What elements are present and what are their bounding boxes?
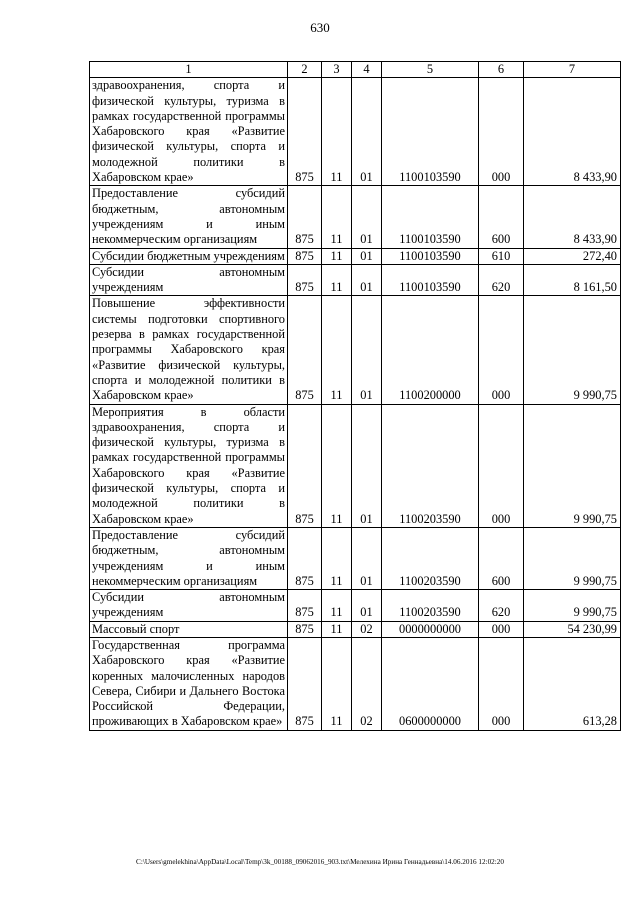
column-header: 7 xyxy=(524,62,621,78)
row-amount-cell: 54 230,99 xyxy=(524,621,621,637)
row-code-cell: 875 xyxy=(288,404,322,527)
row-target-cell: 1100203590 xyxy=(382,404,479,527)
table-row xyxy=(90,527,621,589)
row-type-cell: 000 xyxy=(479,296,524,404)
row-amount-cell: 9 990,75 xyxy=(524,404,621,527)
row-amount-cell: 9 990,75 xyxy=(524,296,621,404)
row-target-cell: 0600000000 xyxy=(382,637,479,730)
row-name-cell: Субсидии автономным учреждениям xyxy=(90,590,288,622)
column-header: 4 xyxy=(352,62,382,78)
row-amount-cell: 9 990,75 xyxy=(524,527,621,589)
page-number: 630 xyxy=(310,20,330,35)
row-type-cell: 610 xyxy=(479,248,524,264)
budget-table xyxy=(89,61,621,731)
row-type-cell: 600 xyxy=(479,186,524,248)
row-name-cell: Субсидии автономным учреждениям xyxy=(90,264,288,296)
column-header: 6 xyxy=(479,62,524,78)
row-code-cell: 875 xyxy=(288,590,322,622)
row-code-cell: 875 xyxy=(288,621,322,637)
row-section-cell: 11 xyxy=(322,248,352,264)
row-type-cell: 620 xyxy=(479,264,524,296)
column-header: 2 xyxy=(288,62,322,78)
row-target-cell: 1100103590 xyxy=(382,264,479,296)
row-type-cell: 620 xyxy=(479,590,524,622)
column-header: 1 xyxy=(90,62,288,78)
row-amount-cell: 9 990,75 xyxy=(524,590,621,622)
row-type-cell: 000 xyxy=(479,404,524,527)
row-section-cell: 11 xyxy=(322,527,352,589)
row-section-cell: 11 xyxy=(322,404,352,527)
row-target-cell: 1100103590 xyxy=(382,78,479,186)
row-name-cell: Предоставление субсидий бюджетным, автономным учреждениям и иным некоммерческим организациям xyxy=(90,186,288,248)
row-name-cell: Предоставление субсидий бюджетным, автономным учреждениям и иным некоммерческим организациям xyxy=(90,527,288,589)
row-code-cell: 875 xyxy=(288,637,322,730)
row-section-cell: 11 xyxy=(322,621,352,637)
row-amount-cell: 613,28 xyxy=(524,637,621,730)
row-name-cell: здравоохранения, спорта и физической культуры, туризма в рамках государственной программы Хабаровского края «Развитие физической культуры, спорта и молодежной политики в Хабаровском крае» xyxy=(90,78,288,186)
row-subsection-cell: 01 xyxy=(352,264,382,296)
row-code-cell: 875 xyxy=(288,527,322,589)
table-row xyxy=(90,78,621,186)
row-target-cell: 1100103590 xyxy=(382,186,479,248)
row-section-cell: 11 xyxy=(322,264,352,296)
table-row xyxy=(90,264,621,296)
row-name-cell: Государственная программа Хабаровского края «Развитие коренных малочисленных народов Севера, Сибири и Дальнего Востока Российской Федерации, проживающих в Хабаровском крае» xyxy=(90,637,288,730)
table-header-row xyxy=(90,62,621,78)
row-name-cell: Субсидии бюджетным учреждениям xyxy=(90,248,288,264)
row-section-cell: 11 xyxy=(322,296,352,404)
row-section-cell: 11 xyxy=(322,590,352,622)
table-row xyxy=(90,590,621,622)
row-amount-cell: 8 433,90 xyxy=(524,78,621,186)
row-target-cell: 0000000000 xyxy=(382,621,479,637)
row-type-cell: 000 xyxy=(479,637,524,730)
row-subsection-cell: 02 xyxy=(352,621,382,637)
table-row xyxy=(90,621,621,637)
row-code-cell: 875 xyxy=(288,264,322,296)
row-code-cell: 875 xyxy=(288,296,322,404)
row-section-cell: 11 xyxy=(322,186,352,248)
row-section-cell: 11 xyxy=(322,78,352,186)
row-type-cell: 000 xyxy=(479,78,524,186)
row-code-cell: 875 xyxy=(288,248,322,264)
row-code-cell: 875 xyxy=(288,78,322,186)
row-subsection-cell: 01 xyxy=(352,186,382,248)
table-row xyxy=(90,248,621,264)
row-target-cell: 1100103590 xyxy=(382,248,479,264)
row-target-cell: 1100203590 xyxy=(382,527,479,589)
row-amount-cell: 8 161,50 xyxy=(524,264,621,296)
row-amount-cell: 272,40 xyxy=(524,248,621,264)
row-type-cell: 000 xyxy=(479,621,524,637)
row-subsection-cell: 01 xyxy=(352,78,382,186)
row-amount-cell: 8 433,90 xyxy=(524,186,621,248)
row-subsection-cell: 01 xyxy=(352,248,382,264)
row-subsection-cell: 01 xyxy=(352,527,382,589)
row-subsection-cell: 01 xyxy=(352,296,382,404)
file-path-footer: C:\Users\gmelekhina\AppData\Local\Temp\3k_00188_09062016_903.txt\Мелехина Ирина Геннадьевна\14.06.2016 12:02:20 xyxy=(136,858,504,866)
row-subsection-cell: 01 xyxy=(352,590,382,622)
row-type-cell: 600 xyxy=(479,527,524,589)
table-row xyxy=(90,296,621,404)
table-row xyxy=(90,404,621,527)
row-subsection-cell: 02 xyxy=(352,637,382,730)
row-name-cell: Мероприятия в области здравоохранения, спорта и физической культуры, туризма в рамках государственной программы Хабаровского края «Развитие физической культуры, спорта и молодежной политики в Хабаровском крае» xyxy=(90,404,288,527)
table-row xyxy=(90,186,621,248)
table-row xyxy=(90,637,621,730)
row-target-cell: 1100203590 xyxy=(382,590,479,622)
row-name-cell: Повышение эффективности системы подготовки спортивного резерва в рамках государственной программы Хабаровского края «Развитие физической культуры, спорта и молодежной политики в Хабаровском крае» xyxy=(90,296,288,404)
row-target-cell: 1100200000 xyxy=(382,296,479,404)
row-name-cell: Массовый спорт xyxy=(90,621,288,637)
row-section-cell: 11 xyxy=(322,637,352,730)
row-subsection-cell: 01 xyxy=(352,404,382,527)
row-code-cell: 875 xyxy=(288,186,322,248)
column-header: 3 xyxy=(322,62,352,78)
column-header: 5 xyxy=(382,62,479,78)
